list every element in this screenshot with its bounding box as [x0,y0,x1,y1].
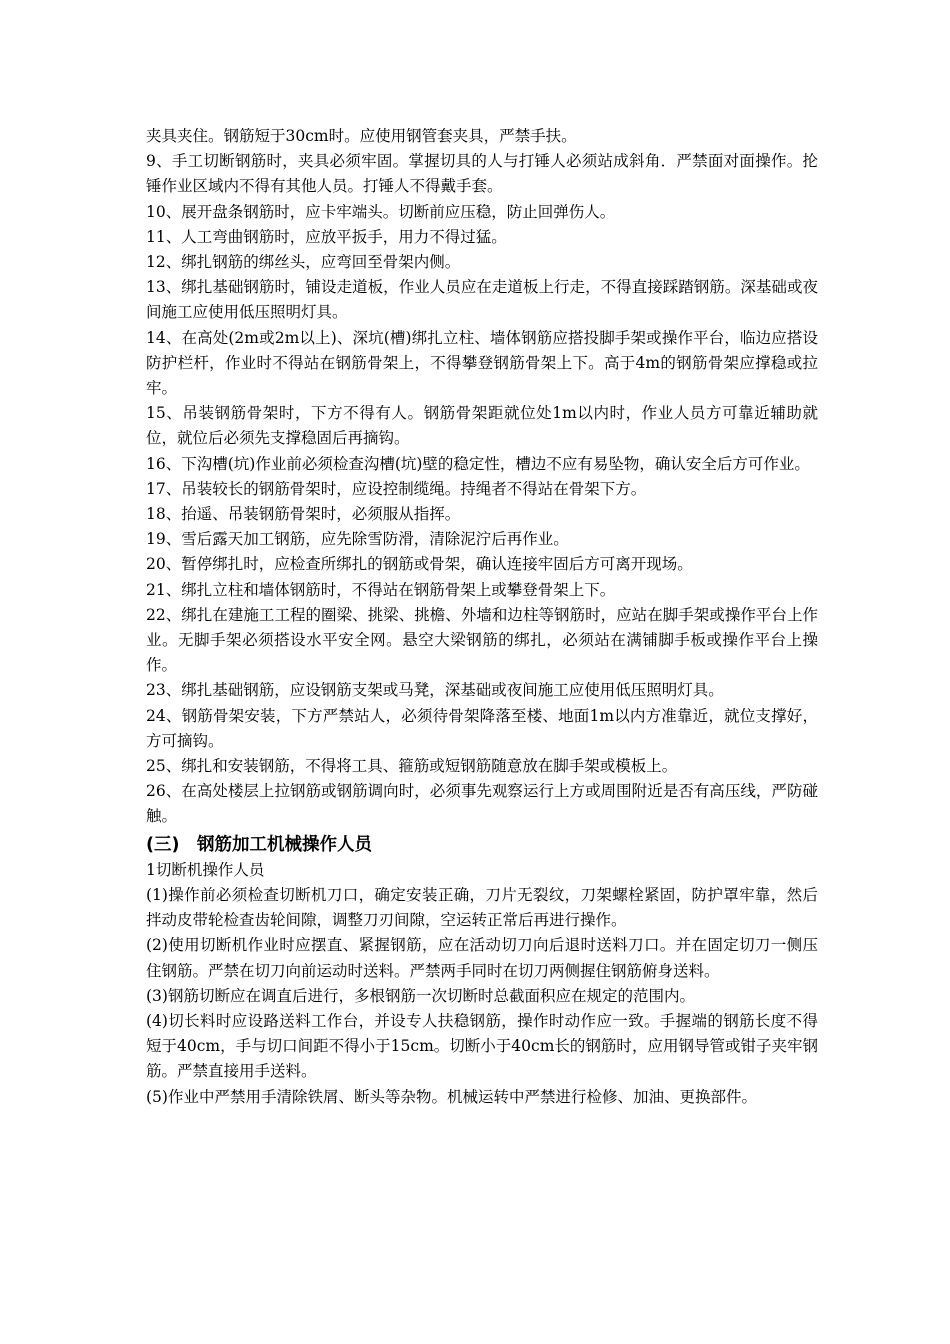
paragraph: 25、绑扎和安装钢筋，不得将工具、箍筋或短钢筋随意放在脚手架或模板上。 [146,757,678,776]
paragraph: (1)操作前必须检查切断机刀口，确定安装正确，刀片无裂纹，刀架螺栓紧固，防护罩牢靠，然后拌动皮带轮检查齿轮间隙，调整刀刃间隙，空运转正常后再进行操作。 [146,885,818,930]
paragraph: (5)作业中严禁用手清除铁屑、断头等杂物。机械运转中严禁进行检修、加油、更换部件。 [146,1087,757,1106]
paragraph: 17、吊装较长的钢筋骨架时，应设控制缆绳。持绳者不得站在骨架下方。 [146,479,647,498]
paragraph: 21、绑扎立柱和墙体钢筋时，不得站在钢筋骨架上或攀登骨架上下。 [146,580,616,599]
paragraph: 20、暂停绑扎时，应检查所绑扎的钢筋或骨架，确认连接牢固后方可离开现场。 [146,555,693,574]
paragraph: 19、雪后露天加工钢筋，应先除雪防滑，清除泥泞后再作业。 [146,530,569,549]
paragraph: 26、在高处楼层上拉钢筋或钢筋调向时，必须事先观察运行上方或周围附近是否有高压线，严防碰触。 [146,782,818,826]
paragraph: 22、绑扎在建施工工程的圈梁、挑梁、挑檐、外墙和边柱等钢筋时，应站在脚手架或操作平台上作业。无脚手架必须搭设水平安全网。悬空大梁钢筋的绑扎，必须站在满铺脚手板或操作平台上操作。 [146,605,818,675]
paragraph: (4)切长料时应设路送料工作台，并设专人扶稳钢筋，操作时动作应一致。手握端的钢筋长度不得短于40cm，手与切口间距不得小于15cm。切断小于40cm长的钢筋时，应用钢导管或钳子夹牢钢筋。严禁直接用手送料。 [146,1011,818,1081]
paragraph: 14、在高处(2m或2m以上)、深坑(槽)绑扎立柱、墙体钢筋应搭投脚手架或操作平台，临边应搭设防护栏杆，作业时不得站在钢筋骨架上，不得攀登钢筋骨架上下。高于4m的钢筋骨架应撑稳或拉牢。 [146,328,818,398]
paragraph: 11、人工弯曲钢筋时，应放平扳手，用力不得过猛。 [146,227,507,246]
section-heading: (三) 钢筋加工机械操作人员 [146,834,372,855]
paragraph: 12、绑扎钢筋的绑丝头，应弯回至骨架内侧。 [146,253,461,272]
paragraph: (3)钢筋切断应在调直后进行，多根钢筋一次切断时总截面积应在规定的范围内。 [146,986,695,1005]
paragraph: 9、手工切断钢筋时，夹具必须牢固。掌握切具的人与打锤人必须站成斜角．严禁面对面操作。抡锤作业区域内不得有其他人员。打锤人不得戴手套。 [146,152,818,196]
paragraph: 13、绑扎基础钢筋时，铺设走道板，作业人员应在走道板上行走，不得直接踩踏钢筋。深基础或夜间施工应使用低压照明灯具。 [146,278,818,322]
subsection-title: 1切断机操作人员 [146,860,265,879]
paragraph: 15、吊装钢筋骨架时，下方不得有人。钢筋骨架距就位处1m以内时，作业人员方可靠近辅助就位，就位后必须先支撑稳固后再摘钩。 [146,404,818,448]
paragraph: 16、下沟槽(坑)作业前必须检查沟槽(坑)壁的稳定性，槽边不应有易坠物，确认安全后方可作业。 [146,454,810,473]
paragraph: 24、钢筋骨架安装，下方严禁站人，必须待骨架降落至楼、地面1m以内方准靠近，就位支撑好，方可摘钩。 [146,706,818,750]
paragraph: (2)使用切断机作业时应摆直、紧握钢筋，应在活动切刀向后退时送料刀口。并在固定切刀一侧压住钢筋。严禁在切刀向前运动时送料。严禁两手同时在切刀两侧握住钢筋俯身送料。 [146,936,818,980]
document-body [146,124,818,1110]
paragraph: 10、展开盘条钢筋时，应卡牢端头。切断前应压稳，防止回弹伤人。 [146,202,616,221]
paragraph: 23、绑扎基础钢筋，应设钢筋支架或马凳，深基础或夜间施工应使用低压照明灯具。 [146,681,724,700]
paragraph: 18、抬遥、吊装钢筋骨架时，必须服从指挥。 [146,505,461,524]
paragraph: 夹具夹住。钢筋短于30cm时。应使用钢管套夹具，严禁手扶。 [146,127,577,145]
